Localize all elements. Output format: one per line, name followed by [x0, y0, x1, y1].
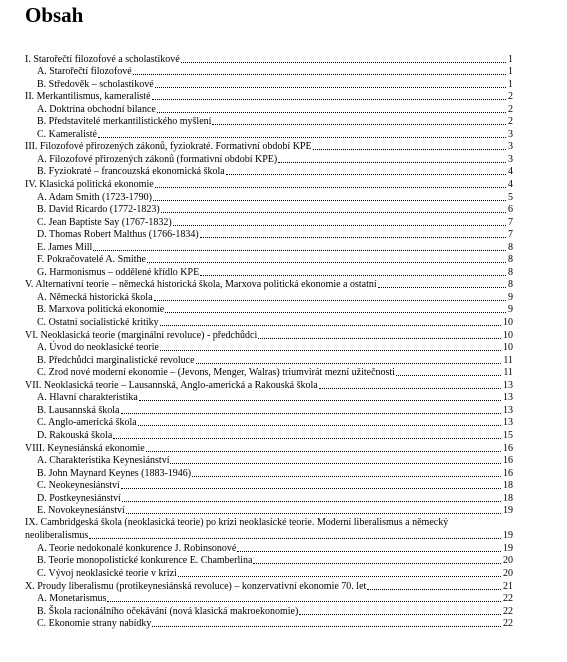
toc-page-number: 11	[503, 354, 513, 366]
toc-entry-label: VI. Neoklasická teorie (marginální revoluce) - předchůdci	[25, 329, 258, 341]
toc-section-entry[interactable]	[25, 354, 513, 367]
toc-page-number: 8	[508, 254, 513, 266]
toc-page-number: 19	[503, 529, 513, 541]
toc-entry-label: B. Škola racionálního očekávání (nová klasická makroekonomie)	[37, 605, 299, 617]
toc-dot-leader	[152, 626, 501, 627]
toc-dot-leader	[107, 601, 501, 602]
toc-section-entry[interactable]	[25, 254, 513, 267]
toc-page-number: 11	[503, 367, 513, 379]
toc-page-number: 18	[503, 480, 513, 492]
toc-section-entry[interactable]	[25, 291, 513, 304]
toc-entry-label: D. Rakouská škola	[37, 429, 113, 441]
toc-entry-label: A. Filozofové přirozených zákonů (formativní období KPE)	[37, 153, 278, 165]
toc-page-number: 13	[503, 404, 513, 416]
toc-dot-leader	[160, 325, 501, 326]
toc-page-number: 3	[508, 128, 513, 140]
toc-dot-leader	[367, 589, 501, 590]
toc-page-number: 8	[508, 266, 513, 278]
toc-chapter-entry[interactable]	[25, 91, 513, 104]
toc-entry-label: A. Adam Smith (1723-1790)	[37, 191, 152, 203]
toc-entry-label: E. Novokeynesiánství	[37, 505, 125, 517]
toc-entry-label-line1: IX. Cambridgeská škola (neoklasická teorie) po krizi neoklasické teorie. Moderní liberalismus a německý	[25, 517, 449, 529]
toc-page-number: 4	[508, 179, 513, 191]
toc-page-number: 8	[508, 279, 513, 291]
toc-dot-leader	[138, 425, 501, 426]
toc-entry-label: C. Ostatní socialistické kritiky	[37, 317, 159, 329]
toc-chapter-entry[interactable]	[25, 53, 513, 66]
toc-page-number: 2	[508, 91, 513, 103]
toc-section-entry[interactable]	[25, 605, 513, 618]
toc-section-entry[interactable]	[25, 153, 513, 166]
toc-section-entry[interactable]	[25, 467, 513, 480]
toc-page-number: 15	[503, 429, 513, 441]
toc-section-entry[interactable]	[25, 216, 513, 229]
toc-entry-label: III. Filozofové přirozených zákonů, fyziokraté. Formativní období KPE	[25, 141, 312, 153]
toc-entry-label: C. Neokeynesiánství	[37, 480, 120, 492]
toc-chapter-entry[interactable]	[25, 279, 513, 292]
toc-entry-label: V. Alternativní teorie – německá historická škola, Marxova politická ekonomie a ostatní	[25, 279, 377, 291]
toc-entry-label: B. Fyziokraté – francouzská ekonomická škola	[37, 166, 225, 178]
toc-page-number: 16	[503, 467, 513, 479]
toc-page-number: 19	[503, 542, 513, 554]
toc-section-entry[interactable]	[25, 392, 513, 405]
toc-dot-leader	[160, 350, 501, 351]
toc-entry-label: B. Středověk – scholastikové	[37, 78, 154, 90]
toc-entry-label: C. Jean Baptiste Say (1767-1832)	[37, 216, 172, 228]
toc-section-entry[interactable]	[25, 542, 513, 555]
toc-entry-label: A. Úvod do neoklasické teorie	[37, 342, 159, 354]
toc-section-entry[interactable]	[25, 593, 513, 606]
toc-entry-label: A. Starořečtí filozofové	[37, 66, 132, 78]
toc-dot-leader	[278, 162, 506, 163]
toc-entry-label: VII. Neoklasická teorie – Lausannská, Anglo-americká a Rakouská škola	[25, 379, 318, 391]
toc-entry-label: A. Charakteristika Keynesiánství	[37, 455, 170, 467]
toc-page-number: 7	[508, 229, 513, 241]
toc-section-entry[interactable]	[25, 304, 513, 317]
toc-page-number: 1	[508, 66, 513, 78]
toc-chapter-entry[interactable]	[25, 329, 513, 342]
toc-dot-leader	[313, 149, 506, 150]
toc-entry-label: B. Lausannská škola	[37, 404, 120, 416]
toc-page-number: 10	[503, 329, 513, 341]
toc-page-number: 10	[503, 317, 513, 329]
toc-entry-label: A. Německá historická škola	[37, 291, 153, 303]
toc-section-entry[interactable]	[25, 316, 513, 329]
toc-entry-label: II. Merkantilismus, kameralisté	[25, 91, 151, 103]
toc-chapter-entry[interactable]	[25, 141, 513, 154]
toc-dot-leader	[396, 375, 501, 376]
toc-entry-label: A. Hlavní charakteristika	[37, 392, 138, 404]
toc-dot-leader	[89, 538, 501, 539]
toc-page-number: 22	[503, 618, 513, 630]
toc-dot-leader	[173, 225, 506, 226]
toc-dot-leader	[121, 413, 502, 414]
toc-chapter-entry[interactable]	[25, 442, 513, 455]
toc-entry-label: B. Představitelé merkantilistického myšlení	[37, 116, 212, 128]
toc-entry-label: A. Doktrína obchodní bilance	[37, 103, 156, 115]
toc-page-number: 2	[508, 116, 513, 128]
toc-dot-leader	[319, 388, 501, 389]
toc-page-number: 4	[508, 166, 513, 178]
toc-page-number: 9	[508, 304, 513, 316]
toc-dot-leader	[122, 501, 501, 502]
toc-section-entry[interactable]	[25, 241, 513, 254]
toc-chapter-entry[interactable]	[25, 379, 513, 392]
toc-dot-leader	[378, 287, 506, 288]
toc-section-entry[interactable]	[25, 455, 513, 468]
toc-entry-label: D. Postkeynesiánství	[37, 492, 121, 504]
toc-section-entry[interactable]	[25, 204, 513, 217]
toc-dot-leader	[153, 200, 506, 201]
toc-page-number: 6	[508, 204, 513, 216]
toc-page-number: 3	[508, 141, 513, 153]
toc-chapter-entry[interactable]	[25, 517, 513, 542]
toc-entry-label: B. Předchůdci marginalistické revoluce	[37, 354, 195, 366]
toc-dot-leader	[152, 99, 506, 100]
toc-dot-leader	[170, 463, 501, 464]
toc-dot-leader	[155, 187, 506, 188]
toc-entry-label: C. Ekonomie strany nabídky	[37, 618, 152, 630]
toc-dot-leader	[192, 476, 501, 477]
toc-page-number: 22	[503, 593, 513, 605]
toc-chapter-entry[interactable]	[25, 580, 513, 593]
toc-page-number: 10	[503, 342, 513, 354]
toc-dot-leader	[133, 74, 506, 75]
toc-page-number: 13	[503, 379, 513, 391]
toc-page-number: 19	[503, 505, 513, 517]
toc-entry-label: B. David Ricardo (1772-1823)	[37, 204, 160, 216]
toc-dot-leader	[200, 275, 506, 276]
toc-dot-leader	[165, 312, 506, 313]
toc-section-entry[interactable]	[25, 417, 513, 430]
toc-section-entry[interactable]	[25, 78, 513, 91]
toc-entry-label: C. Vývoj neoklasické teorie v krizi	[37, 567, 177, 579]
toc-page-number: 16	[503, 455, 513, 467]
toc-entry-label: D. Thomas Robert Malthus (1766-1834)	[37, 229, 199, 241]
toc-page-number: 20	[503, 555, 513, 567]
toc-entry-label: A. Monetarismus	[37, 593, 107, 605]
toc-dot-leader	[146, 451, 501, 452]
toc-section-entry[interactable]	[25, 555, 513, 568]
toc-section-entry[interactable]	[25, 66, 513, 79]
toc-dot-leader	[93, 250, 506, 251]
toc-section-entry[interactable]	[25, 429, 513, 442]
toc-dot-leader	[147, 262, 506, 263]
toc-dot-leader	[161, 212, 506, 213]
toc-section-entry[interactable]	[25, 480, 513, 493]
toc-chapter-entry[interactable]	[25, 178, 513, 191]
toc-dot-leader	[98, 137, 506, 138]
toc-dot-leader	[154, 300, 506, 301]
toc-section-entry[interactable]	[25, 103, 513, 116]
toc-entry-label: B. Marxova politická ekonomie	[37, 304, 165, 316]
toc-dot-leader	[113, 438, 501, 439]
toc-page-number: 5	[508, 191, 513, 203]
toc-entry-label: C. Zrod nové moderní ekonomie – (Jevons, Menger, Walras) triumvirát mezní užitečnosti	[37, 367, 395, 379]
toc-section-entry[interactable]	[25, 229, 513, 242]
toc-section-entry[interactable]	[25, 505, 513, 518]
toc-entry-label: VIII. Keynesiánská ekonomie	[25, 442, 145, 454]
toc-dot-leader	[200, 237, 506, 238]
toc-dot-leader	[299, 614, 501, 615]
toc-page-number: 2	[508, 103, 513, 115]
toc-page-number: 22	[503, 605, 513, 617]
toc-dot-leader	[157, 112, 506, 113]
toc-section-entry[interactable]	[25, 492, 513, 505]
toc-section-entry[interactable]	[25, 191, 513, 204]
toc-page-number: 8	[508, 241, 513, 253]
toc-section-entry[interactable]	[25, 166, 513, 179]
toc-section-entry[interactable]	[25, 116, 513, 129]
toc-entry-label: B. John Maynard Keynes (1883-1946)	[37, 467, 192, 479]
page-title: Obsah	[25, 3, 84, 27]
toc-dot-leader	[253, 563, 501, 564]
toc-section-entry[interactable]	[25, 367, 513, 380]
toc-dot-leader	[237, 551, 501, 552]
toc-entry-label: I. Starořečtí filozofové a scholastikové	[25, 53, 180, 65]
toc-page-number: 20	[503, 567, 513, 579]
toc-dot-leader	[181, 62, 506, 63]
toc-section-entry[interactable]	[25, 404, 513, 417]
toc-page-number: 13	[503, 392, 513, 404]
toc-entry-label: G. Harmonismus – oddělené křídlo KPE	[37, 266, 200, 278]
toc-page-number: 3	[508, 153, 513, 165]
toc-entry-label: C. Kameralisté	[37, 128, 97, 140]
toc-entry-label: E. James Mill	[37, 241, 93, 253]
toc-page-number: 13	[503, 417, 513, 429]
toc-dot-leader	[178, 576, 501, 577]
toc-section-entry[interactable]	[25, 266, 513, 279]
toc-dot-leader	[121, 488, 501, 489]
toc-section-entry[interactable]	[25, 342, 513, 355]
toc-section-entry[interactable]	[25, 128, 513, 141]
toc-section-entry[interactable]	[25, 567, 513, 580]
toc-page-number: 16	[503, 442, 513, 454]
toc-dot-leader	[139, 400, 501, 401]
toc-section-entry[interactable]	[25, 618, 513, 631]
toc-dot-leader	[258, 338, 501, 339]
toc-entry-label: X. Proudy liberalismu (protikeynesiánská revoluce) – konzervativní ekonomie 70. let	[25, 580, 367, 592]
toc-page-number: 21	[503, 580, 513, 592]
toc-dot-leader	[155, 87, 506, 88]
toc-dot-leader	[226, 174, 506, 175]
toc-entry-label: neoliberalismus	[25, 529, 89, 541]
toc-entry-label: C. Anglo-americká škola	[37, 417, 137, 429]
toc-page-number: 7	[508, 216, 513, 228]
toc-page-number: 1	[508, 53, 513, 65]
toc-entry-label: F. Pokračovatelé A. Smithe	[37, 254, 146, 266]
toc-page-number: 1	[508, 78, 513, 90]
toc-dot-leader	[126, 513, 501, 514]
table-of-contents	[25, 53, 513, 630]
toc-entry-label: B. Teorie monopolistické konkurence E. Chamberlina	[37, 555, 253, 567]
toc-entry-label: A. Teorie nedokonalé konkurence J. Robinsonové	[37, 542, 237, 554]
toc-dot-leader	[196, 363, 501, 364]
toc-entry-label: IV. Klasická politická ekonomie	[25, 179, 154, 191]
toc-page-number: 9	[508, 291, 513, 303]
toc-page-number: 18	[503, 492, 513, 504]
toc-dot-leader	[212, 124, 506, 125]
